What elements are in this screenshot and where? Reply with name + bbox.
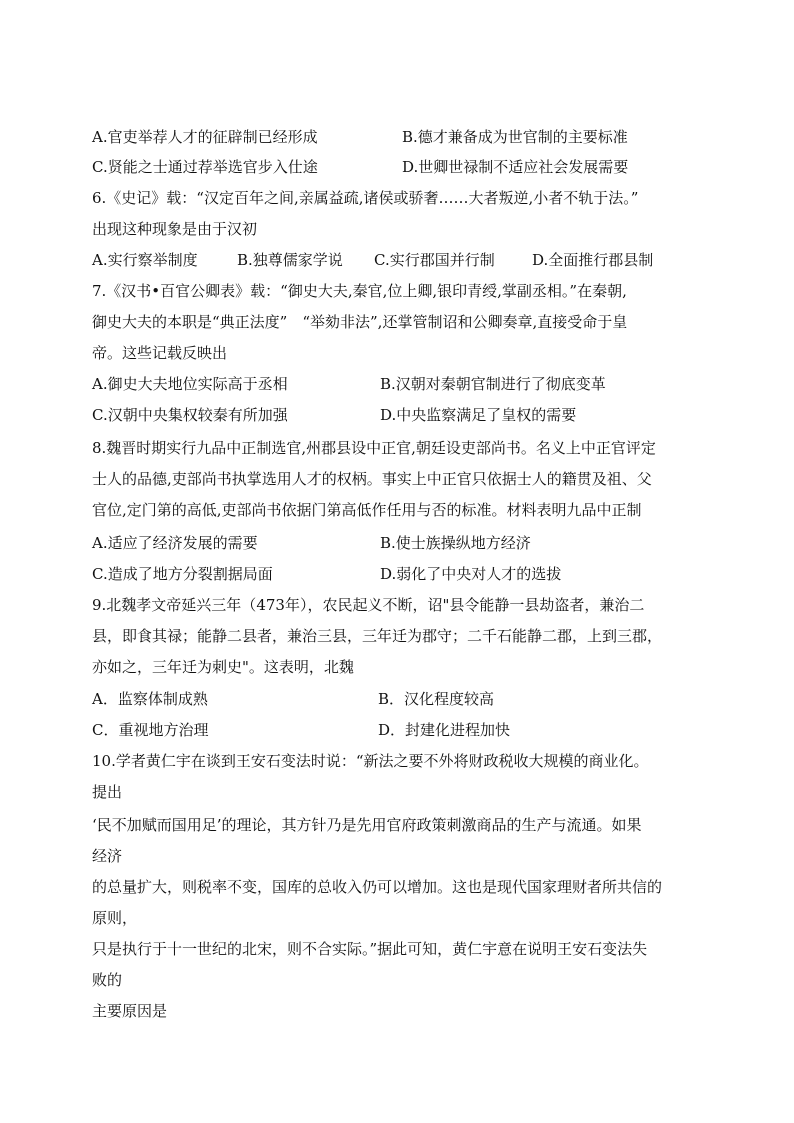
- q7-option-a[interactable]: A.御史大夫地位实际高于丞相: [92, 375, 288, 393]
- q10-stem-line-3: ‘民不加赋而国用足’的理论，其方针乃是先用官府政策刺激商品的生产与流通。如果: [92, 816, 642, 834]
- q6-option-b[interactable]: B.独尊儒家学说: [237, 251, 343, 269]
- q6-option-d[interactable]: D.全面推行郡县制: [532, 251, 654, 269]
- q5-option-b[interactable]: B.德才兼备成为世官制的主要标准: [402, 128, 628, 146]
- q8-option-d[interactable]: D.弱化了中央对人才的选拔: [380, 565, 562, 583]
- q10-stem-line-9: 主要原因是: [92, 1002, 168, 1020]
- q6-option-c[interactable]: C.实行郡国并行制: [374, 251, 495, 269]
- q10-stem-line-6: 原则，: [92, 909, 138, 927]
- q8-stem-line-3: 官位,定门第的高低,吏部尚书依据门第高低作任用与否的标准。材料表明九品中正制: [92, 501, 642, 519]
- q8-option-a[interactable]: A.适应了经济发展的需要: [92, 534, 258, 552]
- q10-stem-line-2: 提出: [92, 783, 123, 801]
- q7-option-c[interactable]: C.汉朝中央集权较秦有所加强: [92, 406, 288, 424]
- q10-stem-line-4: 经济: [92, 847, 123, 865]
- q10-stem-line-1: 10.学者黄仁宇在谈到王安石变法时说：“新法之要不外将财政税收大规模的商业化。: [92, 752, 649, 770]
- q8-stem-line-1: 8.魏晋时期实行九品中正制选官,州郡县设中正官,朝廷设吏部尚书。名义上中正官评定: [92, 439, 656, 457]
- q8-option-b[interactable]: B.使士族操纵地方经济: [380, 534, 531, 552]
- q6-option-a[interactable]: A.实行察举制度: [92, 251, 198, 269]
- q8-stem-line-2: 士人的品德,吏部尚书执掌选用人才的权柄。事实上中正官只依据士人的籍贯及祖、父: [92, 470, 652, 488]
- q9-options-row-2: [92, 720, 712, 742]
- q5-option-c[interactable]: C.贤能之士通过荐举选官步入仕途: [92, 158, 318, 176]
- q7-option-b[interactable]: B.汉朝对秦朝官制进行了彻底变革: [380, 375, 606, 393]
- q9-option-a[interactable]: A．监察体制成熟: [92, 690, 208, 708]
- q9-options-row-1: [92, 689, 712, 711]
- q5-option-a[interactable]: A.官吏举荐人才的征辟制已经形成: [92, 128, 318, 146]
- q7-stem-line-3: 帝。这些记载反映出: [92, 344, 228, 362]
- q7-options-row-1: [92, 374, 712, 396]
- q10-stem-line-5: 的总量扩大，则税率不变，国库的总收入仍可以增加。这也是现代国家理财者所共信的: [92, 878, 663, 896]
- q9-stem-line-2: 县，即食其禄；能静二县者，兼治三县，三年迁为郡守；二千石能静二郡，上到三郡，: [92, 627, 663, 645]
- q7-option-d[interactable]: D.中央监察满足了皇权的需要: [380, 406, 577, 424]
- q5-options-row-1: [92, 127, 712, 149]
- q6-stem-line-2: 出现这种现象是由于汉初: [92, 220, 258, 238]
- q8-options-row-1: [92, 533, 712, 555]
- q9-stem-line-1: 9.北魏孝文帝延兴三年（473年），农民起义不断，诏"县令能静一县劫盗者，兼治二: [92, 596, 645, 614]
- q6-options-row: [92, 250, 712, 272]
- q5-option-d[interactable]: D.世卿世禄制不适应社会发展需要: [402, 158, 629, 176]
- q8-option-c[interactable]: C.造成了地方分裂割据局面: [92, 565, 273, 583]
- q7-options-row-2: [92, 405, 712, 427]
- q9-option-d[interactable]: D．封建化进程加快: [378, 721, 511, 739]
- q5-options-row-2: [92, 157, 712, 179]
- q10-stem-line-7: 只是执行于十一世纪的北宋，则不合实际。”据此可知，黄仁宇意在说明王安石变法失: [92, 940, 648, 958]
- q7-stem-line-2: 御史大夫的本职是“典正法度” “举劾非法”,还掌管制诏和公卿奏章,直接受命于皇: [92, 313, 628, 331]
- q9-stem-line-3: 亦如之，三年迁为刺史"。这表明，北魏: [92, 658, 354, 676]
- q10-stem-line-8: 败的: [92, 971, 123, 989]
- q9-option-c[interactable]: C．重视地方治理: [92, 721, 209, 739]
- q8-options-row-2: [92, 564, 712, 586]
- q9-option-b[interactable]: B．汉化程度较高: [378, 690, 495, 708]
- q6-stem-line-1: 6.《史记》载：“汉定百年之间,亲属益疏,诸侯或骄奢……大者叛逆,小者不轨于法。”: [92, 189, 639, 207]
- q7-stem-line-1: 7.《汉书•百官公卿表》载：“御史大夫,秦官,位上卿,银印青绶,掌副丞相。”在秦朝,: [92, 282, 627, 300]
